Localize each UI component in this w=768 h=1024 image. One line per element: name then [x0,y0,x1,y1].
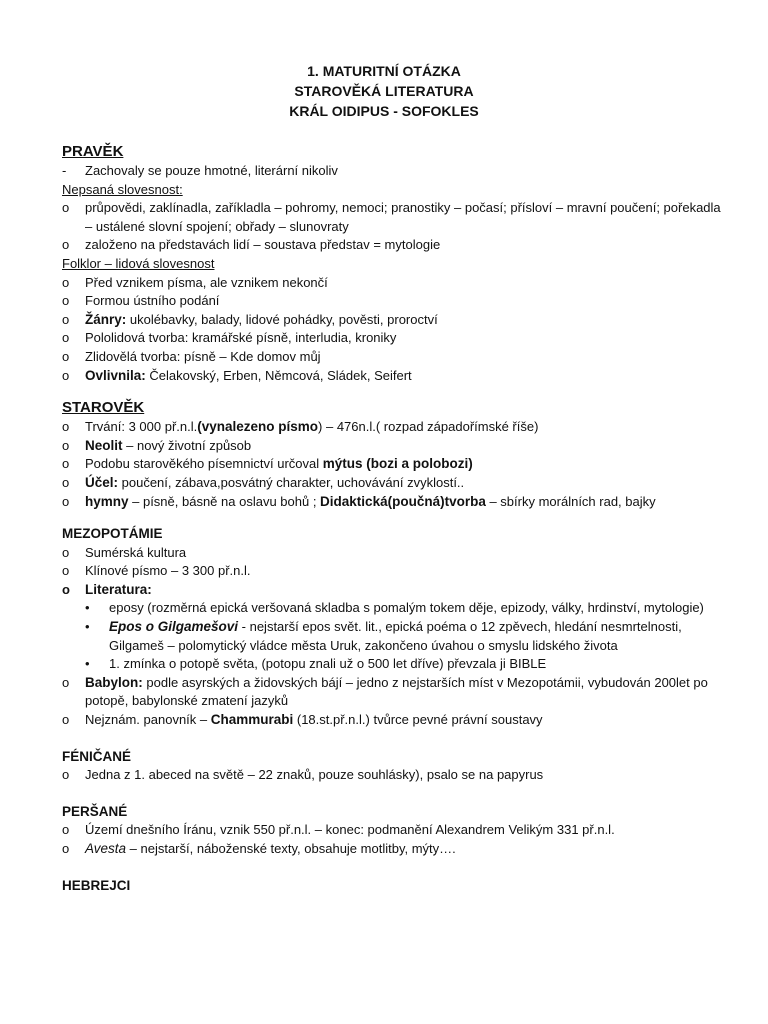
section-heading-starovek: STAROVĚK [62,399,145,417]
bold-term: Literatura: [85,581,152,597]
list-item-text: 1. zmínka o potopě světa, (potopu znali už o 500 let dříve) převzala ji BIBLE [109,656,547,672]
list-item-text: Před vznikem písma, ale vznikem nekončí [85,274,328,290]
list-item-text: Jedna z 1. abeced na světě – 22 znaků, pouze souhlásky), psalo se na papyrus [85,767,544,783]
sub-list-item [62,655,722,674]
list-item [62,329,722,348]
italic-term: Avesta [85,841,127,856]
bullet-marker: o [62,348,70,364]
bullet-marker: o [62,367,70,383]
list-item [62,162,722,181]
list-item [62,766,722,785]
bullet-marker: o [62,767,70,783]
list-item [62,474,722,493]
list-item-text [85,437,722,456]
text-span: – písně, básně na oslavu bohů ; [128,493,321,509]
text-span: – sbírky morálních rad, bajky [485,493,656,509]
bullet-marker: o [62,437,70,453]
text-span: Trvání: 3 000 př.n.l. [85,419,198,435]
section-heading-fenicane: FÉNIČANÉ [62,748,132,764]
list-item-text [85,455,722,474]
bold-italic-term: Epos o Gilgamešovi [109,619,239,635]
list-item-text: Zlidovělá tvorba: písně – Kde domov můj [85,348,321,364]
bullet-marker: o [62,841,70,856]
bullet-marker: o [62,293,70,309]
dash-marker: - [62,163,67,178]
sub-list-item [62,599,722,618]
bold-term: mýtus (bozi a polobozi) [322,456,473,472]
list-item-text: založeno na představách lidí – soustava představ = mytologie [85,237,441,253]
list-item [62,581,722,600]
bullet-marker: o [62,200,70,216]
bullet-marker: o [62,493,70,509]
subheading-nepsana: Nepsaná slovesnost: [62,181,183,197]
list-item [62,292,722,311]
list-item-text [85,840,722,859]
bullet-marker: o [62,474,70,490]
list-item-text [85,367,722,386]
bullet-dot: • [85,600,90,616]
text-span: (18.st.př.n.l.) tvůrce pevné právní soustavy [293,712,543,728]
text-span: - nejstarší epos svět. lit., epická poéma o 12 zpěvech, hledání nesmrtelnosti, Gilgameš – polomytický vládce města Uruk, zakončeno úvahou o smyslu lidského života [109,619,682,653]
list-item [62,493,722,512]
list-item [62,711,722,730]
bold-term: Chammurabi [210,712,294,728]
text-span: – nejstarší, náboženské texty, obsahuje motlitby, mýty…. [126,841,456,856]
section-heading-persane: PERŠANÉ [62,803,128,819]
text-span: ) – 476n.l.( rozpad západořímské říše) [318,419,539,435]
list-item-text [85,418,722,437]
bullet-marker: o [62,563,70,579]
list-item-text [85,474,722,493]
list-item [62,821,722,840]
bold-term: Didaktická(poučná)tvorba [320,493,486,509]
list-item [62,367,722,386]
list-item [62,199,722,236]
bold-term: Neolit [85,437,123,453]
bold-term: (vynalezeno písmo [197,419,319,435]
text-span: Nejznám. panovník – [85,712,211,728]
document-body [62,142,722,895]
list-item-text [85,581,722,600]
list-item [62,544,722,563]
text-span: poučení, zábava,posvátný charakter, uchovávání zvyklostí.. [118,474,465,490]
bullet-marker: o [62,674,70,690]
bullet-marker: o [62,330,70,346]
bullet-marker: o [62,311,70,327]
title-line-2: STAROVĚKÁ LITERATURA [294,83,474,99]
list-item-text: Území dnešního Íránu, vznik 550 př.n.l. – konec: podmanění Alexandrem Velikým 331 př.n.l. [85,822,615,838]
bold-term: Babylon: [85,674,143,690]
list-item [62,674,722,711]
section-heading-pravek: PRAVĚK [62,143,124,160]
section-heading-mezopotamie: MEZOPOTÁMIE [62,526,163,542]
list-item-text [85,493,722,512]
bullet-marker: o [62,237,70,253]
bullet-marker: o [62,822,70,838]
bold-term: Ovlivnila: [85,367,146,383]
list-item [62,562,722,581]
bullet-marker: o [62,544,70,560]
title-block [0,61,768,121]
text-span: Čelakovský, Erben, Němcová, Sládek, Seifert [145,367,412,383]
bullet-marker: o [62,581,70,597]
list-item [62,348,722,367]
list-item [62,418,722,437]
list-item [62,236,722,255]
list-item-text [85,311,722,330]
sub-list-item [62,618,722,655]
bullet-marker: o [62,274,70,290]
list-item [62,437,722,456]
text-span: ukolébavky, balady, lidové pohádky, pověsti, proroctví [126,311,438,327]
list-item [62,840,722,859]
bullet-marker: o [62,712,70,728]
list-item [62,274,722,293]
list-item-text: Zachovaly se pouze hmotné, literární nikoliv [85,163,338,178]
subheading-folklor: Folklor – lidová slovesnost [62,255,215,271]
list-item-text [109,618,722,655]
bullet-marker: o [62,419,70,435]
list-item-text: Formou ústního podání [85,293,220,309]
bold-term: hymny [85,493,129,509]
list-item [62,455,722,474]
bullet-marker: o [62,456,70,472]
section-heading-hebrejci: HEBREJCI [62,877,131,893]
list-item-text [85,711,722,730]
list-item-text: Pololidová tvorba: kramářské písně, interludia, kroniky [85,330,397,346]
bold-term: Účel: [85,474,119,490]
list-item-text: Klínové písmo – 3 300 př.n.l. [85,563,251,579]
list-item-text: průpovědi, zaklínadla, zaříkladla – pohromy, nemoci; pranostiky – počasí; přísloví – mravní poučení; pořekadla – ustálené slovní spojení; obřady – slunovraty [85,200,721,234]
text-span: Podobu starověkého písemnictví určoval [85,456,323,472]
list-item [62,311,722,330]
bullet-dot: • [85,656,90,672]
text-span: podle asyrských a židovských bájí – jedno z nejstarších míst v Mezopotámii, vybudován 200let po potopě, babylonské zmatení jazyků [85,674,708,709]
title-line-1: 1. MATURITNÍ OTÁZKA [307,63,461,79]
bold-term: Žánry: [85,311,127,327]
list-item-text: Sumérská kultura [85,544,187,560]
title-line-3: KRÁL OIDIPUS - SOFOKLES [289,103,479,119]
list-item-text [85,674,722,711]
text-span: – nový životní způsob [122,437,252,453]
bullet-dot: • [85,619,90,635]
list-item-text: eposy (rozměrná epická veršovaná skladba s pomalým tokem děje, epizody, války, hrdinství, mytologie) [109,600,704,616]
